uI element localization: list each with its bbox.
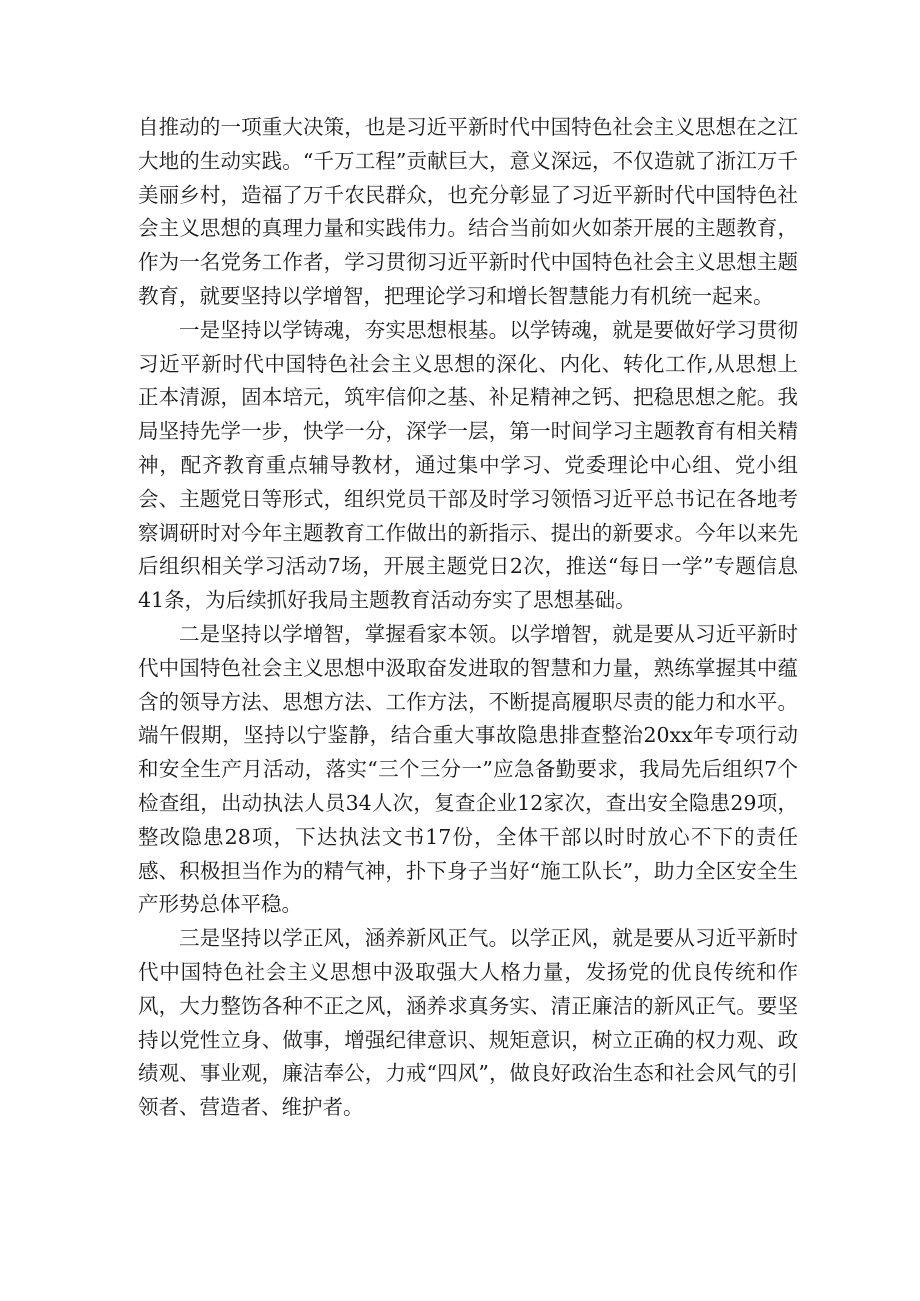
paragraph-point-one: 一是坚持以学铸魂，夯实思想根基。以学铸魂，就是要做好学习贯彻习近平新时代中国特色社会主义思想的深化、内化、转化工作,从思想上正本清源，固本培元，筑牢信仰之基、补足精神之钙、把稳思想之舵。我局坚持先学一步，快学一分，深学一层，第一时间学习主题教育有相关精神，配齐教育重点辅导教材，通过集中学习、党委理论中心组、党小组会、主题党日等形式，组织党员干部及时学习领悟习近平总书记在各地考察调研时对今年主题教育工作做出的新指示、提出的新要求。今年以来先后组织相关学习活动7场，开展主题党日2次，推送“每日一学”专题信息41条，为后续抓好我局主题教育活动夯实了思想基础。 xyxy=(138,317,798,613)
paragraph-intro: 自推动的一项重大决策，也是习近平新时代中国特色社会主义思想在之江大地的生动实践。“千万工程”贡献巨大，意义深远，不仅造就了浙江万千美丽乡村，造福了万千农民群众，也充分彰显了习近平新时代中国特色社会主义思想的真理力量和实践伟力。结合当前如火如荼开展的主题教育，作为一名党务工作者，学习贯彻习近平新时代中国特色社会主义思想主题教育，就要坚持以学增智，把理论学习和增长智慧能力有机统一起来。 xyxy=(138,115,798,308)
document-body xyxy=(138,111,798,1125)
paragraph-point-three: 三是坚持以学正风，涵养新风正气。以学正风，就是要从习近平新时代中国特色社会主义思想中汲取强大人格力量，发扬党的优良传统和作风，大力整饬各种不正之风，涵养求真务实、清正廉洁的新风正气。要坚持以党性立身、做事，增强纪律意识、规矩意识，树立正确的权力观、政绩观、事业观，廉洁奉公，力戒“四风”，做良好政治生态和社会风气的引领者、营造者、维护者。 xyxy=(138,926,798,1120)
paragraph-point-two: 二是坚持以学增智，掌握看家本领。以学增智，就是要从习近平新时代中国特色社会主义思想中汲取奋发进取的智慧和力量，熟练掌握其中蕴含的领导方法、思想方法、工作方法，不断提高履职尽责的能力和水平。端午假期，坚持以宁鉴静，结合重大事故隐患排查整治20xx年专项行动和安全生产月活动，落实“三个三分一”应急备勤要求，我局先后组织7个检查组，出动执法人员34人次，复查企业12家次，查出安全隐患29项，整改隐患28项，下达执法文书17份，全体干部以时时放心不下的责任感、积极担当作为的精气神，扑下身子当好“施工队长”，助力全区安全生产形势总体平稳。 xyxy=(138,621,798,917)
